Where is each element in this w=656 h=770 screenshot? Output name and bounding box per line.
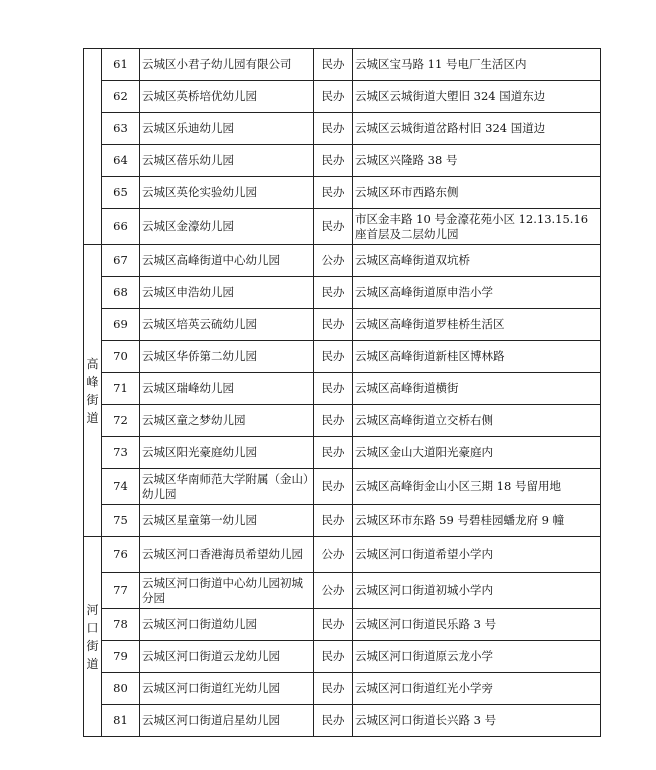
area-cell [84,245,102,537]
kindergarten-address: 云城区云城街道岔路村旧 324 国道边 [353,113,601,145]
table-row [84,113,601,145]
row-number: 75 [102,505,140,537]
kindergarten-name: 云城区河口街道中心幼儿园初城分园 [140,573,314,609]
row-number: 65 [102,177,140,209]
kindergarten-name: 云城区瑞峰幼儿园 [140,373,314,405]
kindergarten-address: 云城区河口街道红光小学旁 [353,673,601,705]
kindergarten-table [83,48,601,737]
row-number: 61 [102,49,140,81]
ownership-type: 民办 [314,673,353,705]
row-number: 67 [102,245,140,277]
area-cell [84,49,102,245]
ownership-type: 公办 [314,245,353,277]
kindergarten-name: 云城区河口街道云龙幼儿园 [140,641,314,673]
ownership-type: 公办 [314,537,353,573]
kindergarten-name: 云城区华南师范大学附属（金山）幼儿园 [140,469,314,505]
kindergarten-name: 云城区河口街道红光幼儿园 [140,673,314,705]
kindergarten-address: 云城区高峰街道双坑桥 [353,245,601,277]
table-row [84,277,601,309]
table-row [84,405,601,437]
ownership-type: 民办 [314,705,353,737]
ownership-type: 民办 [314,49,353,81]
ownership-type: 民办 [314,177,353,209]
table-row [84,437,601,469]
table-row [84,505,601,537]
kindergarten-name: 云城区英伦实验幼儿园 [140,177,314,209]
kindergarten-address: 云城区河口街道初城小学内 [353,573,601,609]
kindergarten-name: 云城区乐迪幼儿园 [140,113,314,145]
kindergarten-address: 云城区河口街道希望小学内 [353,537,601,573]
row-number: 76 [102,537,140,573]
row-number: 64 [102,145,140,177]
ownership-type: 民办 [314,309,353,341]
kindergarten-address: 云城区河口街道长兴路 3 号 [353,705,601,737]
kindergarten-address: 云城区河口街道原云龙小学 [353,641,601,673]
kindergarten-name: 云城区阳光豪庭幼儿园 [140,437,314,469]
table-row [84,309,601,341]
ownership-type: 民办 [314,609,353,641]
table-row [84,81,601,113]
ownership-type: 公办 [314,573,353,609]
ownership-type: 民办 [314,277,353,309]
ownership-type: 民办 [314,641,353,673]
kindergarten-name: 云城区河口街道幼儿园 [140,609,314,641]
table-row [84,673,601,705]
kindergarten-name: 云城区培英云硫幼儿园 [140,309,314,341]
kindergarten-name: 云城区英桥培优幼儿园 [140,81,314,113]
row-number: 71 [102,373,140,405]
row-number: 62 [102,81,140,113]
ownership-type: 民办 [314,341,353,373]
row-number: 77 [102,573,140,609]
row-number: 72 [102,405,140,437]
ownership-type: 民办 [314,113,353,145]
row-number: 70 [102,341,140,373]
table-row [84,209,601,245]
row-number: 69 [102,309,140,341]
row-number: 66 [102,209,140,245]
kindergarten-name: 云城区金濠幼儿园 [140,209,314,245]
area-cell [84,537,102,737]
kindergarten-address: 云城区高峰街道立交桥右侧 [353,405,601,437]
table-row [84,573,601,609]
ownership-type: 民办 [314,405,353,437]
area-label: 高峰街道 [86,356,99,425]
kindergarten-name: 云城区童之梦幼儿园 [140,405,314,437]
table-row [84,177,601,209]
ownership-type: 民办 [314,373,353,405]
row-number: 78 [102,609,140,641]
kindergarten-name: 云城区河口香港海员希望幼儿园 [140,537,314,573]
table-row [84,245,601,277]
kindergarten-name: 云城区申浩幼儿园 [140,277,314,309]
row-number: 63 [102,113,140,145]
kindergarten-address: 云城区高峰街道横街 [353,373,601,405]
kindergarten-address: 云城区金山大道阳光豪庭内 [353,437,601,469]
table-row [84,537,601,573]
kindergarten-name: 云城区华侨第二幼儿园 [140,341,314,373]
kindergarten-name: 云城区蓓乐幼儿园 [140,145,314,177]
kindergarten-address: 云城区河口街道民乐路 3 号 [353,609,601,641]
kindergarten-name: 云城区小君子幼儿园有限公司 [140,49,314,81]
row-number: 74 [102,469,140,505]
ownership-type: 民办 [314,505,353,537]
kindergarten-address: 云城区云城街道大塱旧 324 国道东边 [353,81,601,113]
kindergarten-address: 云城区高峰街道原申浩小学 [353,277,601,309]
kindergarten-address: 云城区宝马路 11 号电厂生活区内 [353,49,601,81]
row-number: 68 [102,277,140,309]
row-number: 80 [102,673,140,705]
area-label: 河口街道 [86,602,99,671]
kindergarten-name: 云城区高峰街道中心幼儿园 [140,245,314,277]
kindergarten-address: 云城区环市东路 59 号碧桂园蟠龙府 9 幢 [353,505,601,537]
kindergarten-name: 云城区河口街道启星幼儿园 [140,705,314,737]
table-row [84,705,601,737]
ownership-type: 民办 [314,145,353,177]
table-row [84,341,601,373]
kindergarten-address: 云城区高峰街道新桂区博林路 [353,341,601,373]
table-row [84,373,601,405]
kindergarten-address: 市区金丰路 10 号金濠花苑小区 12.13.15.16 座首层及二层幼儿园 [353,209,601,245]
kindergarten-address: 云城区环市西路东侧 [353,177,601,209]
ownership-type: 民办 [314,469,353,505]
row-number: 81 [102,705,140,737]
table-row [84,145,601,177]
kindergarten-address: 云城区高峰街道罗桂桥生活区 [353,309,601,341]
kindergarten-name: 云城区星童第一幼儿园 [140,505,314,537]
ownership-type: 民办 [314,81,353,113]
table-row [84,641,601,673]
kindergarten-address: 云城区兴隆路 38 号 [353,145,601,177]
row-number: 73 [102,437,140,469]
table-row [84,609,601,641]
kindergarten-address: 云城区高峰街金山小区三期 18 号留用地 [353,469,601,505]
table-row [84,49,601,81]
table-row [84,469,601,505]
ownership-type: 民办 [314,437,353,469]
ownership-type: 民办 [314,209,353,245]
table-body [84,49,601,737]
row-number: 79 [102,641,140,673]
